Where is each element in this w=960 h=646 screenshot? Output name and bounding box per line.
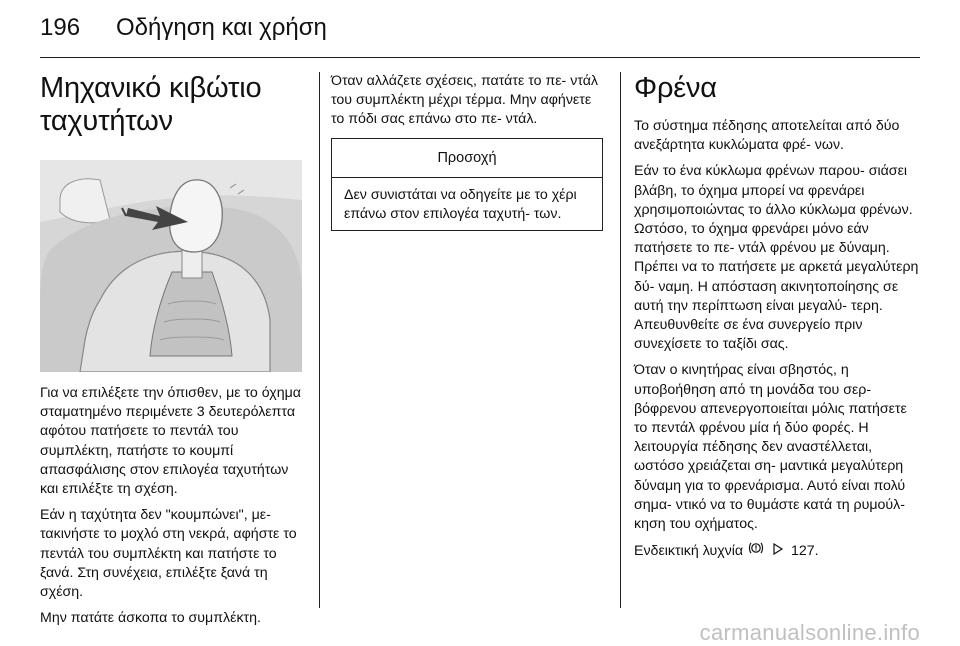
reference-page: 127. bbox=[790, 543, 819, 560]
left-column bbox=[40, 72, 302, 635]
paragraph: Εάν το ένα κύκλωμα φρένων παρου- σιάσει βλάβη, το όχημα μπορεί να φρενάρει χρησιμοποιώντας το άλλο κύκλωμα φρένων. Ωστόσο, το όχημα φρενάρει μόνο εάν πατήσετε το πε- ντάλ φρένου με δύναμη. Πρέπει να το πατήσετε με αρκετά μεγαλύτερη δύ- ναμη. Η απόσταση ακινητοποίησης σε αυτή την περίπτωση είναι μεγαλύ- τερη. Απευθυνθείτε σε ένα συνεργείο πριν συνεχίσετε το ταξίδι σας. bbox=[634, 163, 919, 353]
paragraph: Μην πατάτε άσκοπα το συμπλέκτη. bbox=[40, 610, 261, 627]
watermark: carmanualsonline.info bbox=[699, 620, 920, 645]
brake-warning-icon bbox=[747, 541, 765, 560]
column-divider-left bbox=[319, 72, 320, 608]
page-number: 196 bbox=[40, 14, 81, 41]
middle-column bbox=[331, 72, 603, 231]
right-column bbox=[634, 72, 924, 568]
section-title-brakes: Φρένα bbox=[634, 72, 717, 104]
column-divider-right bbox=[620, 72, 621, 608]
reference-prefix: Ενδεικτική λυχνία bbox=[634, 543, 744, 560]
warning-title: Προσοχή bbox=[332, 139, 602, 178]
paragraph: Το σύστημα πέδησης αποτελείται από δύο ανεξάρτητα κυκλώματα φρέ- νων. bbox=[634, 118, 900, 154]
gear-lever-illustration bbox=[40, 160, 302, 372]
paragraph: Όταν αλλάζετε σχέσεις, πατάτε το πε- ντάλ του συμπλέκτη μέχρι τέρμα. Μην αφήνετε το πόδι σας επάνω στο πε- ντάλ. bbox=[331, 73, 599, 128]
chapter-title: Οδήγηση και χρήση bbox=[116, 14, 327, 41]
page-header bbox=[40, 8, 920, 54]
paragraph: Για να επιλέξετε την όπισθεν, με το όχημα σταματημένο περιμένετε 3 δευτερόλεπτα αφότου πατήσετε το πεντάλ του συμπλέκτη, πατήστε το κουμπί απασφάλισης στον επιλογέα ταχυτήτων και επιλέξτε τη σχέση. bbox=[40, 385, 301, 498]
header-divider bbox=[40, 57, 920, 58]
section-title-manual-transmission: Μηχανικό κιβώτιο ταχυτήτων bbox=[40, 72, 262, 137]
paragraph: Εάν η ταχύτητα δεν "κουμπώνει", με- τακινήστε το μοχλό στη νεκρά, αφήστε το πεντάλ του συμπλέκτη και πατήστε το ξανά. Στη συνέχεια, επιλέξτε ξανά τη σχέση. bbox=[40, 507, 297, 601]
warning-box bbox=[331, 138, 603, 231]
gear-lever-drawing bbox=[40, 160, 302, 372]
warning-content bbox=[332, 178, 602, 230]
paragraph: Όταν ο κινητήρας είναι σβηστός, η υποβοήθηση από τη μονάδα του σερ- βόφρενου απενεργοποιείται μόλις πατήσετε το πεντάλ φρένου μία ή δύο φορές. Η λειτουργία πέδησης δεν αναστέλλεται, ωστόσο χρειάζεται ση- μαντικά μεγαλύτερη δύναμη για το φρενάρισμα. Αυτό είναι πολύ σημα- ντικό να το θυμάστε κατά τη ρυμούλ- κηση του οχήματος. bbox=[634, 362, 907, 533]
reference-line bbox=[634, 541, 924, 561]
warning-text: Δεν συνιστάται να οδηγείτε με το χέρι επάνω στον επιλογέα ταχυτή- των. bbox=[344, 186, 577, 222]
page-reference-arrow-icon bbox=[769, 541, 787, 560]
